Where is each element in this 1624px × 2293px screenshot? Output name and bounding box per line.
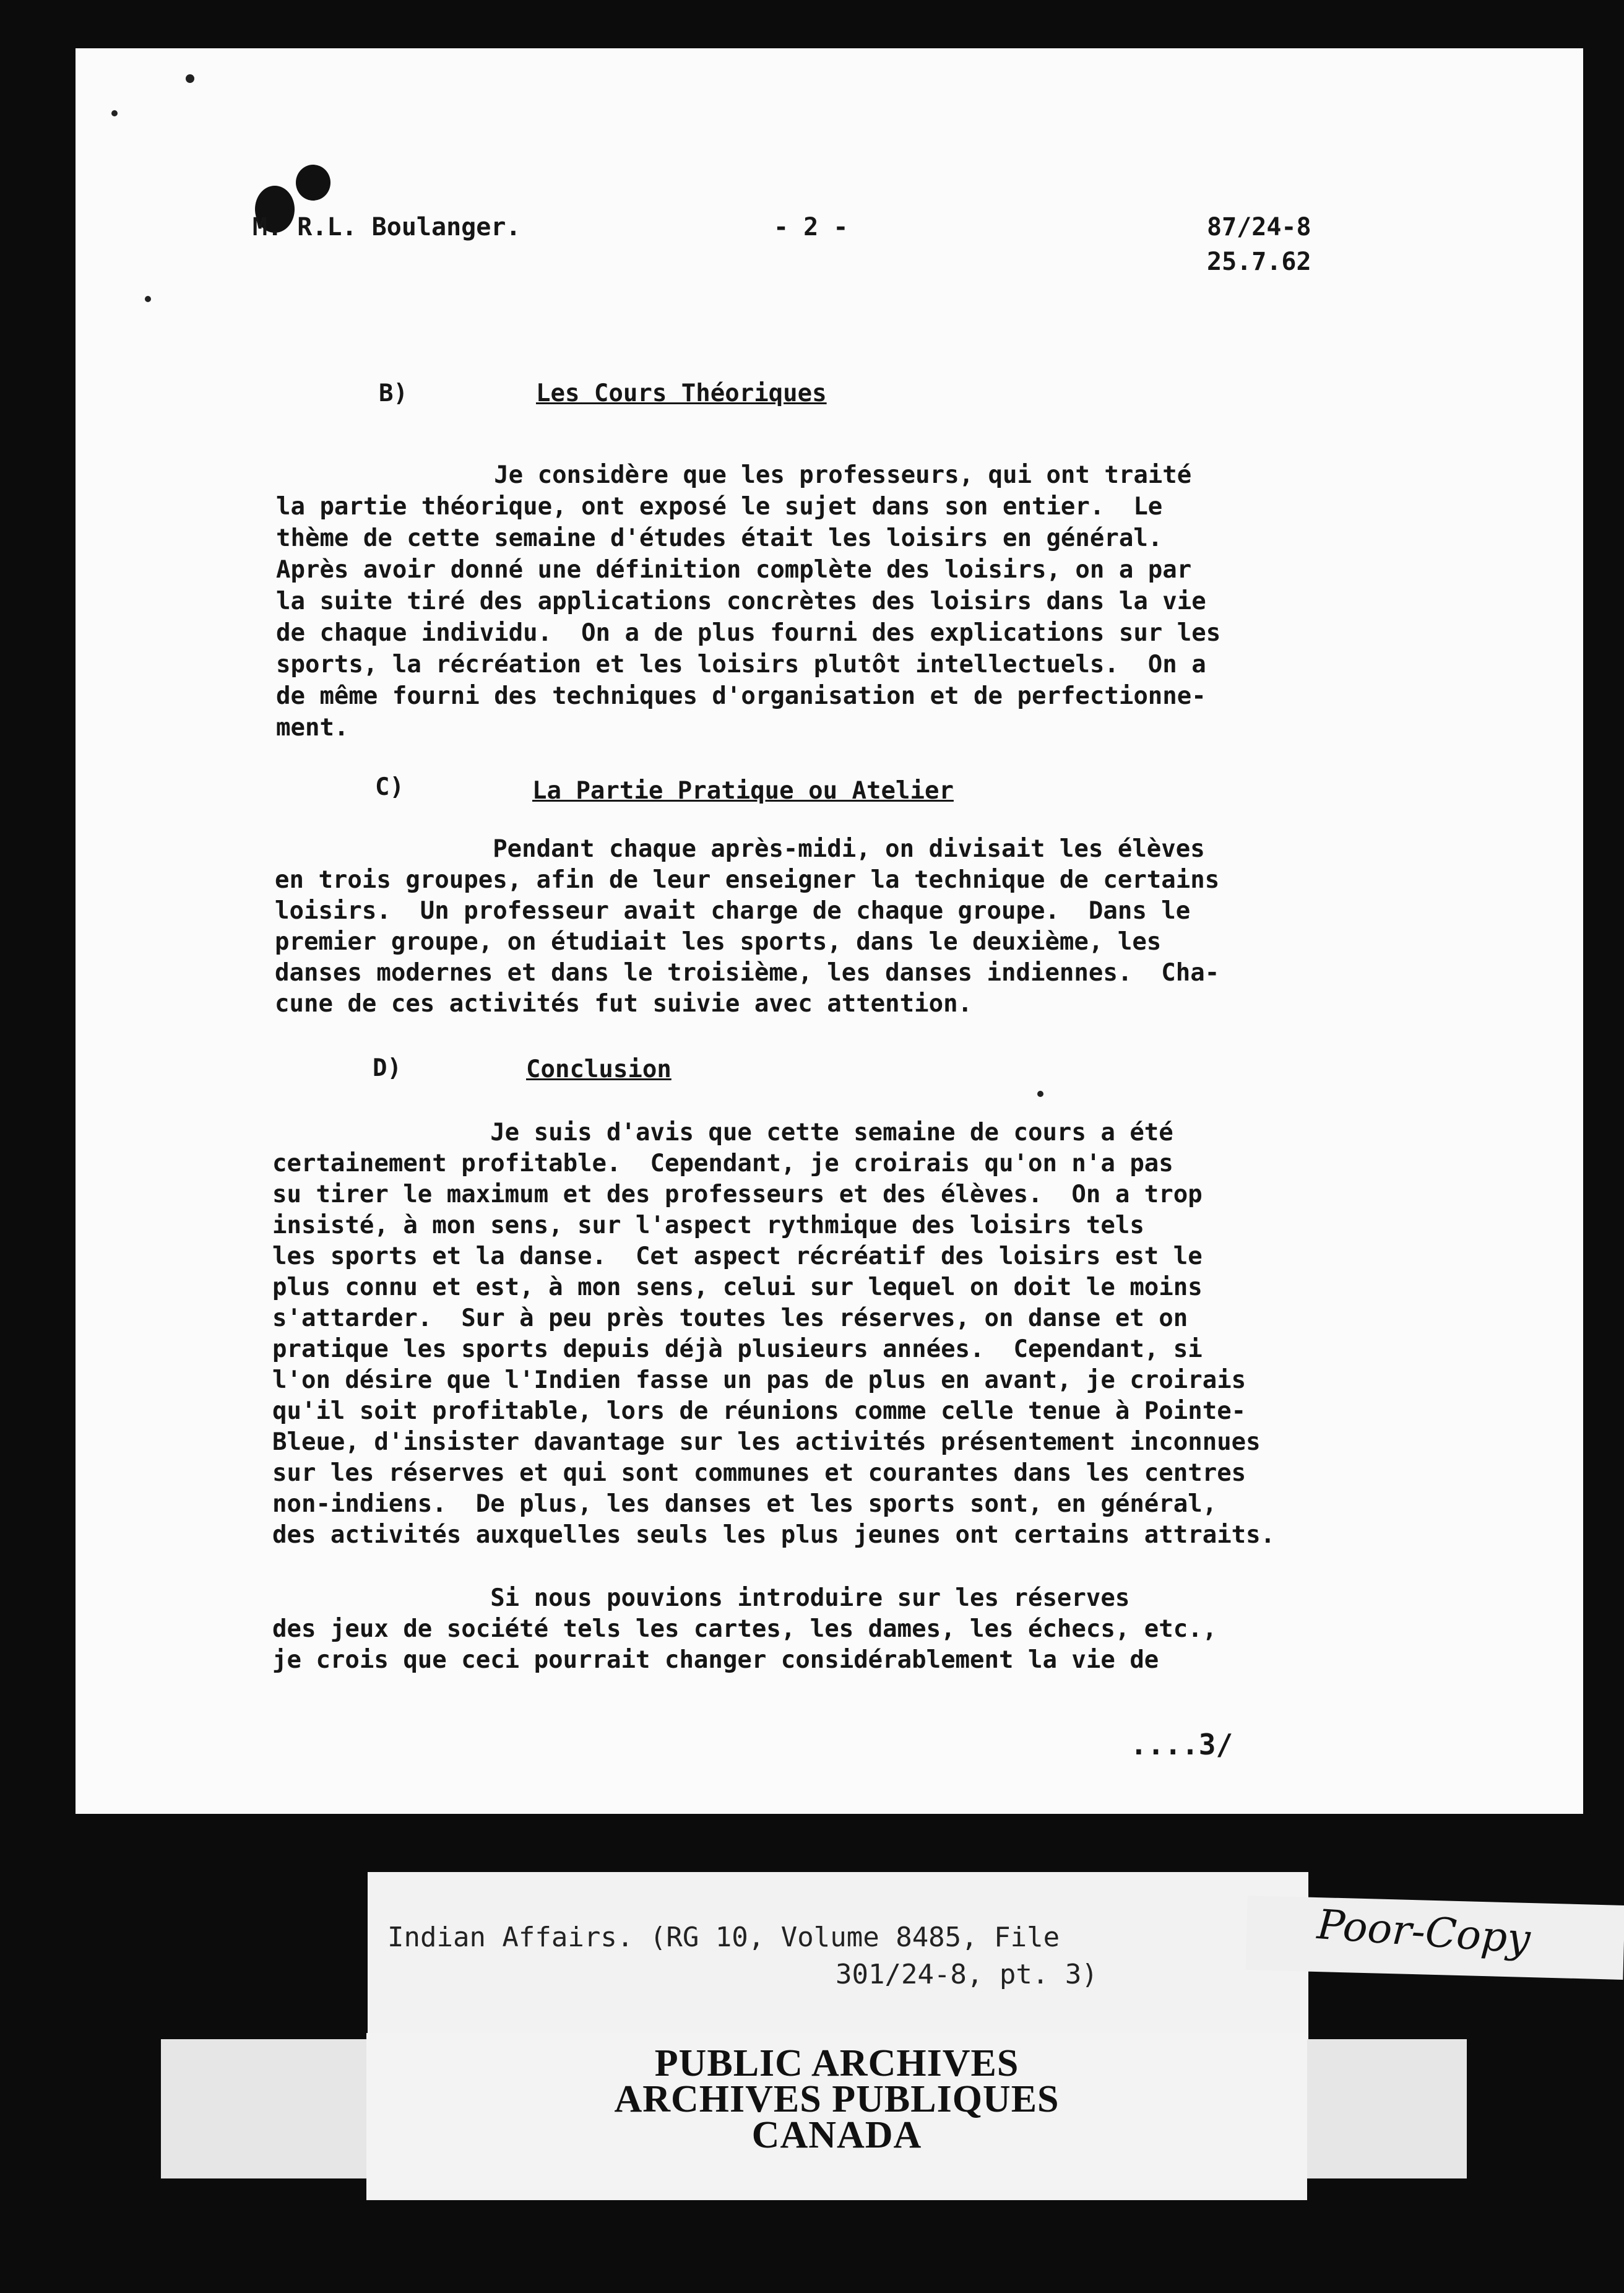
header-page-number: - 2 - bbox=[774, 213, 849, 241]
text-line: sur les réserves et qui sont communes et courantes dans les centres bbox=[272, 1459, 1246, 1487]
section-d-letter: D) bbox=[373, 1054, 402, 1082]
text-line: s'attarder. Sur à peu près toutes les réserves, on danse et on bbox=[272, 1304, 1188, 1332]
text-line: qu'il soit profitable, lors de réunions comme celle tenue à Pointe- bbox=[272, 1397, 1246, 1425]
text-line: pratique les sports depuis déjà plusieurs années. Cependant, si bbox=[272, 1335, 1203, 1363]
handwritten-note: Poor-Copy bbox=[1315, 1901, 1532, 1963]
text-line: Pendant chaque après-midi, on divisait les élèves bbox=[275, 835, 1205, 863]
stamp-line3: CANADA bbox=[751, 2114, 922, 2156]
section-c-letter: C) bbox=[375, 773, 404, 801]
text-line: en trois groupes, afin de leur enseigner la technique de certains bbox=[275, 866, 1220, 894]
text-line: thème de cette semaine d'études était les loisirs en général. bbox=[276, 524, 1163, 552]
text-line: non-indiens. De plus, les danses et les sports sont, en général, bbox=[272, 1490, 1217, 1518]
section-d-title: Conclusion bbox=[526, 1055, 672, 1083]
speck bbox=[111, 110, 118, 116]
text-line: insisté, à mon sens, sur l'aspect rythmique des loisirs tels bbox=[272, 1212, 1144, 1239]
speck bbox=[1037, 1091, 1043, 1097]
text-line: de chaque individu. On a de plus fourni des explications sur les bbox=[276, 619, 1221, 647]
text-line: des jeux de société tels les cartes, les dames, les échecs, etc., bbox=[272, 1615, 1217, 1643]
text-line: ment. bbox=[276, 714, 349, 742]
text-line: Bleue, d'insister davantage sur les activités présentement inconnues bbox=[272, 1428, 1261, 1456]
text-line: loisirs. Un professeur avait charge de chaque groupe. Dans le bbox=[275, 897, 1191, 925]
section-c-title: La Partie Pratique ou Atelier bbox=[532, 777, 954, 805]
section-b-letter: B) bbox=[379, 379, 408, 407]
text-line: Je suis d'avis que cette semaine de cours a été bbox=[272, 1119, 1173, 1146]
text-line: Je considère que les professeurs, qui ont traité bbox=[276, 461, 1192, 489]
text-line: plus connu et est, à mon sens, celui sur lequel on doit le moins bbox=[272, 1273, 1203, 1301]
text-line: de même fourni des techniques d'organisation et de perfectionne- bbox=[276, 682, 1206, 710]
stamp-line1: PUBLIC ARCHIVES bbox=[654, 2042, 1019, 2084]
text-line: sports, la récréation et les loisirs plutôt intellectuels. On a bbox=[276, 651, 1206, 678]
archive-label-line2: 301/24-8, pt. 3) bbox=[836, 1959, 1098, 1990]
text-line: je crois que ceci pourrait changer considérablement la vie de bbox=[272, 1646, 1159, 1674]
ink-blot bbox=[296, 165, 330, 201]
speck bbox=[186, 74, 194, 83]
text-line: l'on désire que l'Indien fasse un pas de plus en avant, je croirais bbox=[272, 1366, 1246, 1394]
header-file-reference: 87/24-8 bbox=[1207, 213, 1311, 241]
text-line: la partie théorique, ont exposé le sujet dans son entier. Le bbox=[276, 493, 1163, 521]
stamp-line2: ARCHIVES PUBLIQUES bbox=[614, 2078, 1060, 2120]
continuation-marker: ....3/ bbox=[1130, 1728, 1233, 1761]
text-line: des activités auxquelles seuls les plus jeunes ont certains attraits. bbox=[272, 1521, 1276, 1549]
text-line: su tirer le maximum et des professeurs et des élèves. On a trop bbox=[272, 1181, 1203, 1208]
text-line: Si nous pouvions introduire sur les réserves bbox=[272, 1584, 1130, 1612]
text-line: la suite tiré des applications concrètes des loisirs dans la vie bbox=[276, 587, 1206, 615]
section-b-title: Les Cours Théoriques bbox=[536, 379, 827, 407]
text-line: cune de ces activités fut suivie avec attention. bbox=[275, 990, 973, 1018]
header-addressee: M. R.L. Boulanger. bbox=[253, 213, 521, 241]
text-line: danses modernes et dans le troisième, les danses indiennes. Cha- bbox=[275, 959, 1220, 987]
speck bbox=[145, 296, 151, 302]
text-line: Après avoir donné une définition complète des loisirs, on a par bbox=[276, 556, 1192, 584]
text-line: les sports et la danse. Cet aspect récréatif des loisirs est le bbox=[272, 1242, 1203, 1270]
header-date: 25.7.62 bbox=[1207, 248, 1311, 276]
text-line: certainement profitable. Cependant, je croirais qu'on n'a pas bbox=[272, 1150, 1173, 1177]
archive-label-line1: Indian Affairs. (RG 10, Volume 8485, File bbox=[387, 1922, 1060, 1953]
text-line: premier groupe, on étudiait les sports, dans le deuxième, les bbox=[275, 928, 1162, 956]
